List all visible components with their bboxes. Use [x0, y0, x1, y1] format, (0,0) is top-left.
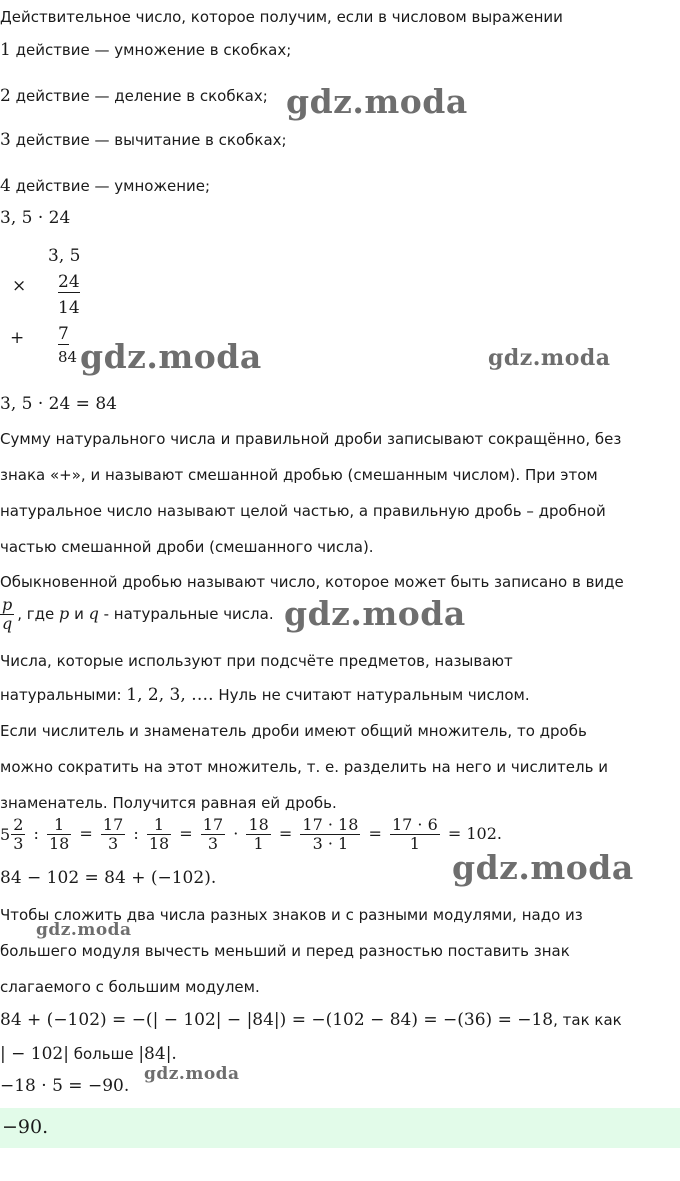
- comparison-end: .: [171, 1044, 177, 1064]
- reduce-def-line-2: можно сократить на этот множитель, т. е. разделить на него и числитель и: [0, 758, 608, 776]
- mult-result: 84: [58, 348, 78, 366]
- step-1-text: действие — умножение в скобках;: [10, 41, 292, 59]
- comparison-text: больше: [68, 1045, 139, 1063]
- eq-2: =: [179, 824, 193, 843]
- step-2: [0, 86, 268, 106]
- frac-17-3-b: [201, 816, 225, 853]
- reduce-def-line-3: знаменатель. Получится равная ей дробь.: [0, 794, 337, 812]
- fraction-p: p: [2, 595, 13, 614]
- op-colon-2: :: [133, 824, 139, 843]
- p-over-q-fraction: [0, 596, 14, 633]
- watermark-logo: gdz.moda: [36, 920, 132, 940]
- sign-rule-line-1: Чтобы сложить два числа разных знаков и с разными модулями, надо из: [0, 906, 583, 924]
- mixed-whole: 5: [0, 825, 11, 844]
- frac-def-q: q: [88, 604, 99, 623]
- mult-partial-2: [58, 324, 69, 344]
- eq-1: =: [79, 824, 93, 843]
- step-4-number: 4: [0, 176, 11, 196]
- frac-17-3-a: [101, 816, 125, 853]
- frac-18-1-den: 1: [253, 834, 264, 853]
- frac-def-p: p: [59, 604, 70, 623]
- abs-84: |84|: [138, 1044, 172, 1064]
- step-3-number: 3: [0, 130, 11, 150]
- frac-reduced-den: 1: [409, 834, 420, 853]
- frac-2-3-den: 3: [13, 834, 24, 853]
- watermark-logo: gdz.moda: [286, 82, 468, 121]
- frac-1-18-b-num: 1: [147, 816, 171, 835]
- eq-3: =: [278, 824, 293, 843]
- sign-rule-line-3: слагаемого с большим модулем.: [0, 978, 260, 996]
- frac-1-18-a-den: 18: [48, 834, 70, 853]
- mixed-def-line-2: знака «+», и называют смешанной дробью (смешанным числом). При этом: [0, 466, 598, 484]
- watermark-logo: gdz.moda: [488, 345, 611, 371]
- comparison-line: [0, 1044, 177, 1064]
- op-colon-1: :: [33, 824, 39, 843]
- step-3: [0, 130, 287, 150]
- frac-17-3-a-num: 17: [102, 815, 124, 834]
- eq-4: =: [368, 824, 382, 843]
- mult-plus-sign: +: [10, 328, 25, 348]
- op-dot: ·: [233, 824, 239, 843]
- mixed-def-line-4: частью смешанной дроби (смешанного числа).: [0, 538, 374, 556]
- mult-equation: 3, 5 · 24 = 84: [0, 394, 117, 414]
- watermark-logo: gdz.moda: [80, 337, 262, 376]
- frac-reduced-num: 17 · 6: [391, 815, 438, 834]
- frac-def-text-a: , где: [17, 605, 60, 623]
- reduce-def-line-1: Если числитель и знаменатель дроби имеют общий множитель, то дробь: [0, 722, 587, 740]
- frac-product-den: 3 · 1: [312, 834, 349, 853]
- frac-17-3-b-num: 17: [202, 815, 224, 834]
- division-equation: [0, 816, 502, 853]
- frac-2-3-num: 2: [13, 815, 24, 834]
- mult-top: 3, 5: [48, 246, 81, 266]
- frac-def-line-2: [0, 596, 274, 633]
- addition-tail: , так как: [553, 1011, 622, 1029]
- mult-partial-1: 14: [58, 298, 80, 318]
- mult-partial-2-value: 7: [58, 324, 69, 344]
- frac-def-line-1: Обыкновенной дробью называют число, которое может быть записано в виде: [0, 573, 624, 591]
- answer-value: −90.: [2, 1116, 49, 1138]
- natural-def-line-1: Числа, которые используют при подсчёте предметов, называют: [0, 652, 513, 670]
- frac-18-1: [246, 816, 270, 853]
- watermark-logo: gdz.moda: [452, 848, 634, 887]
- step-2-number: 2: [0, 86, 11, 106]
- intro-text: Действительное число, которое получим, если в числовом выражении: [0, 8, 563, 26]
- frac-17-3-b-den: 3: [207, 834, 219, 853]
- natural-def-text: натуральными:: [0, 686, 127, 704]
- step-1: [0, 40, 291, 60]
- answer-box: [0, 1108, 680, 1148]
- frac-1-18-a-num: 1: [47, 816, 71, 835]
- natural-def-tail: Нуль не считают натуральным числом.: [213, 686, 530, 704]
- fraction-q: q: [2, 614, 13, 633]
- abs-minus-102: | − 102|: [0, 1044, 69, 1064]
- natural-def-math: 1, 2, 3, ….: [126, 685, 214, 705]
- addition-equation: [0, 1010, 622, 1030]
- frac-18-1-num: 18: [248, 815, 269, 834]
- watermark-logo: gdz.moda: [284, 594, 466, 633]
- frac-1-18-b: [147, 816, 171, 853]
- natural-def-line-2: [0, 685, 530, 705]
- sign-rule-line-2: большего модуля вычесть меньший и перед разностью поставить знак: [0, 942, 570, 960]
- mult-expression: 3, 5 · 24: [0, 208, 71, 228]
- addition-math: 84 + (−102) = −(| − 102| − |84|) = −(102 − 84) = −(36) = −18: [0, 1010, 554, 1030]
- step-1-number: 1: [0, 40, 11, 60]
- frac-1-18-a: [47, 816, 71, 853]
- frac-product: [300, 816, 360, 853]
- step-2-text: действие — деление в скобках;: [10, 87, 268, 105]
- frac-1-18-b-den: 18: [148, 834, 170, 853]
- mixed-def-line-1: Сумму натурального числа и правильной дроби записывают сокращённо, без: [0, 430, 622, 448]
- step-4: [0, 176, 210, 196]
- subtraction-equation: 84 − 102 = 84 + (−102).: [0, 868, 217, 888]
- division-result: = 102.: [447, 824, 502, 843]
- frac-17-3-a-den: 3: [107, 834, 119, 853]
- final-equation: −18 · 5 = −90.: [0, 1076, 130, 1096]
- mult-second-value: 24: [58, 272, 80, 292]
- step-4-text: действие — умножение;: [10, 177, 211, 195]
- mult-times-sign: ×: [12, 276, 27, 296]
- frac-reduced: [390, 816, 440, 853]
- mixed-def-line-3: натуральное число называют целой частью, а правильную дробь – дробной: [0, 502, 606, 520]
- watermark-logo: gdz.moda: [144, 1064, 240, 1084]
- frac-product-num: 17 · 18: [302, 815, 359, 834]
- step-3-text: действие — вычитание в скобках;: [10, 131, 287, 149]
- frac-def-text-c: - натуральные числа.: [98, 605, 274, 623]
- mult-second: [58, 272, 80, 292]
- frac-2-3: [11, 816, 25, 853]
- frac-def-text-b: и: [69, 605, 89, 623]
